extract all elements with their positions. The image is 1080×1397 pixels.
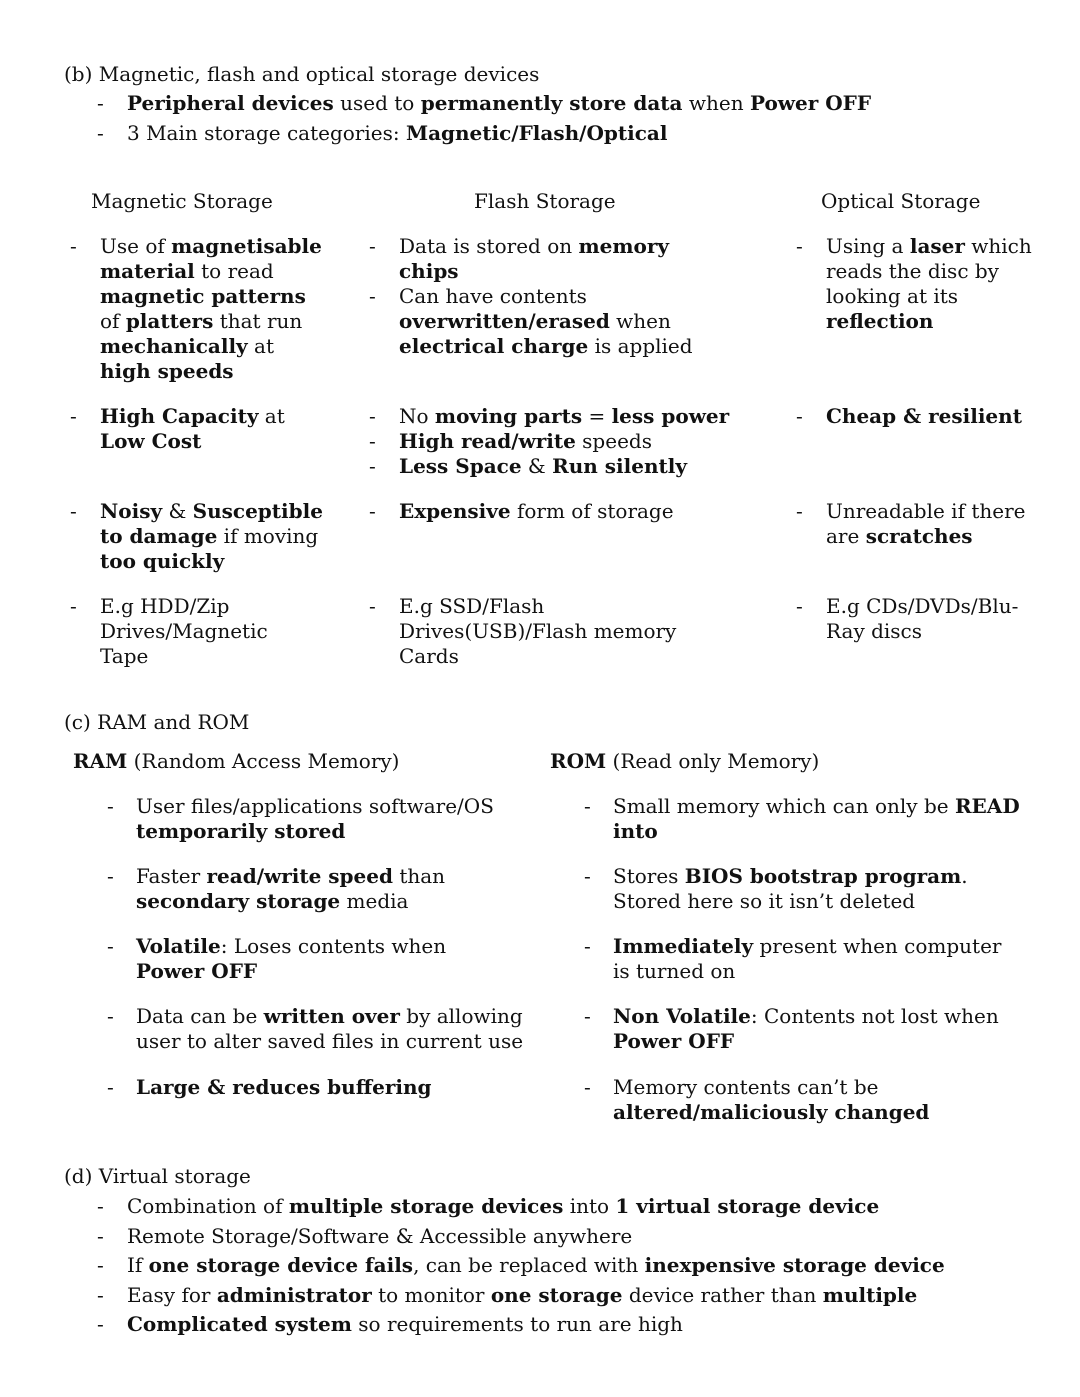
optical-cell-1: [796, 234, 1036, 334]
section-d-heading: (d) Virtual storage: [64, 1164, 251, 1188]
list-item: - Small memory which can only be READ into: [584, 794, 1024, 844]
list-item: - 3 Main storage categories: Magnetic/Flash/Optical: [97, 121, 997, 146]
ram-item-3: [107, 934, 507, 984]
list-item: - Remote Storage/Software & Accessible anywhere: [97, 1224, 1057, 1249]
section-b-heading: (b) Magnetic, flash and optical storage devices: [64, 62, 540, 86]
list-item: - Non Volatile: Contents not lost when Power OFF: [584, 1004, 1004, 1054]
magnetic-cell-1: [70, 234, 325, 384]
list-item: - Use of magnetisable material to read magnetic patterns of platters that run mechanically at high speeds: [70, 234, 325, 384]
list-item: - Easy for administrator to monitor one storage device rather than multiple: [97, 1283, 1057, 1308]
rom-title: ROM (Read only Memory): [550, 749, 820, 773]
list-item: - Noisy & Susceptible to damage if moving too quickly: [70, 499, 325, 574]
rom-item-4: [584, 1004, 1004, 1054]
list-item: - Data can be written over by allowing user to alter saved files in current use: [107, 1004, 527, 1054]
list-item: - Data is stored on memory chips: [369, 234, 734, 284]
rom-item-5: [584, 1075, 1004, 1125]
ram-item-4: [107, 1004, 527, 1054]
list-item: - Combination of multiple storage devices into 1 virtual storage device: [97, 1194, 1057, 1219]
optical-cell-2: [796, 404, 1036, 429]
optical-cell-4: [796, 594, 1036, 644]
flash-cell-2: [369, 404, 734, 479]
ram-item-5: [107, 1075, 507, 1100]
magnetic-cell-3: [70, 499, 325, 574]
flash-cell-3: [369, 499, 734, 524]
list-item: - Expensive form of storage: [369, 499, 734, 524]
optical-cell-3: [796, 499, 1036, 549]
rom-item-1: [584, 794, 1024, 844]
list-item: - High read/write speeds: [369, 429, 734, 454]
list-item: - User files/applications software/OS temporarily stored: [107, 794, 507, 844]
column-header-optical: Optical Storage: [821, 189, 981, 213]
magnetic-cell-4: [70, 594, 280, 669]
list-item: - Cheap & resilient: [796, 404, 1036, 429]
list-item: - Unreadable if there are scratches: [796, 499, 1036, 549]
flash-cell-1: [369, 234, 734, 359]
list-item: - Complicated system so requirements to run are high: [97, 1312, 1057, 1337]
list-item: - No moving parts = less power: [369, 404, 734, 429]
list-item: - E.g HDD/Zip Drives/Magnetic Tape: [70, 594, 280, 669]
list-item: - Immediately present when computer is turned on: [584, 934, 1024, 984]
list-item: - If one storage device fails, can be replaced with inexpensive storage device: [97, 1253, 1057, 1278]
column-header-magnetic: Magnetic Storage: [91, 189, 273, 213]
list-item: - High Capacity at Low Cost: [70, 404, 325, 454]
flash-cell-4: [369, 594, 734, 669]
rom-item-3: [584, 934, 1024, 984]
list-item: - Stores BIOS bootstrap program. Stored here so it isn’t deleted: [584, 864, 1029, 914]
magnetic-cell-2: [70, 404, 325, 454]
ram-title: RAM (Random Access Memory): [73, 749, 400, 773]
list-item: - Peripheral devices used to permanently store data when Power OFF: [97, 91, 997, 116]
list-item: - Less Space & Run silently: [369, 454, 734, 479]
list-item: - Using a laser which reads the disc by looking at its reflection: [796, 234, 1036, 334]
list-item: - E.g CDs/DVDs/Blu-Ray discs: [796, 594, 1036, 644]
section-d-bullets: [97, 1194, 1057, 1342]
section-b-bullets: [97, 91, 997, 150]
ram-item-2: [107, 864, 507, 914]
column-header-flash: Flash Storage: [474, 189, 616, 213]
list-item: - E.g SSD/Flash Drives(USB)/Flash memory Cards: [369, 594, 734, 669]
list-item: - Faster read/write speed than secondary storage media: [107, 864, 507, 914]
section-c-heading: (c) RAM and ROM: [64, 710, 250, 734]
list-item: - Can have contents overwritten/erased when electrical charge is applied: [369, 284, 734, 359]
list-item: - Large & reduces buffering: [107, 1075, 507, 1100]
list-item: - Memory contents can’t be altered/maliciously changed: [584, 1075, 1004, 1125]
rom-item-2: [584, 864, 1029, 914]
list-item: - Volatile: Loses contents when Power OFF: [107, 934, 507, 984]
ram-item-1: [107, 794, 507, 844]
